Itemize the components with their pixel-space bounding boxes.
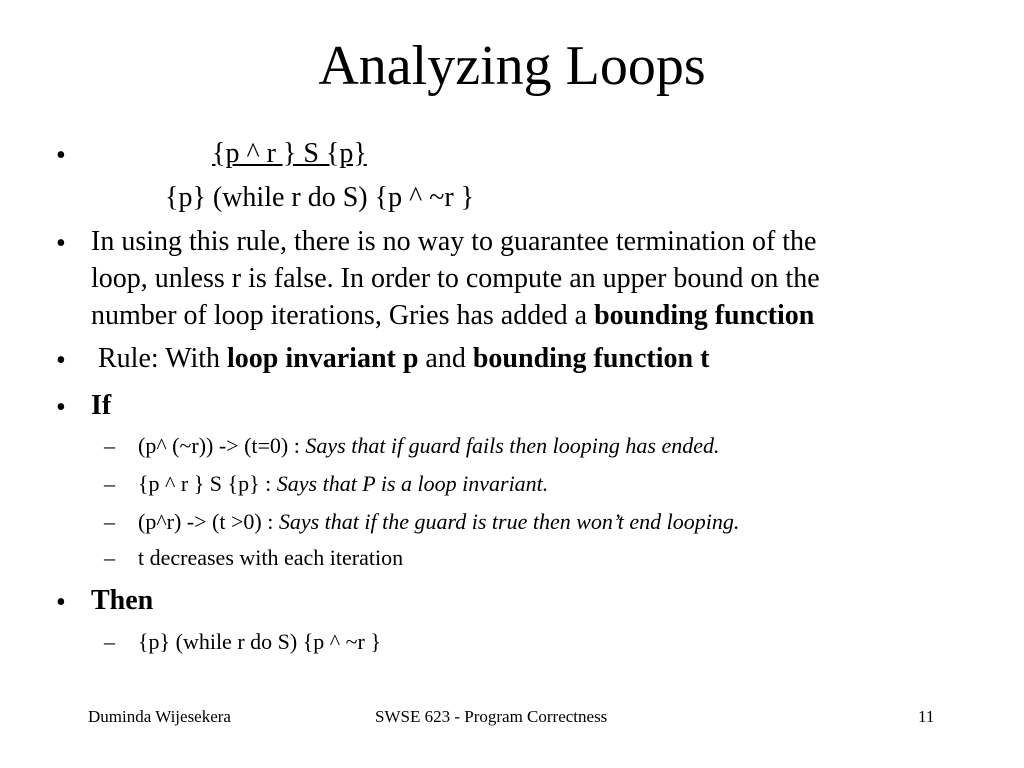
if-item-2 xyxy=(138,470,548,498)
slide-title: Analyzing Loops xyxy=(318,35,706,97)
paragraph-line-2: loop, unless r is false. In order to compute an upper bound on the xyxy=(91,263,820,294)
bullet-marker: • xyxy=(56,392,66,423)
rule-conclusion: {p} (while r do S) {p ^ ~r } xyxy=(165,182,475,213)
rule-line-mid: and xyxy=(418,343,473,374)
then-label: Then xyxy=(91,585,154,616)
bounding-function-t-term: bounding function t xyxy=(472,343,710,374)
dash-marker: – xyxy=(104,433,115,458)
rule-line-prefix: Rule: With xyxy=(91,343,228,374)
dash-marker: – xyxy=(104,545,115,570)
if-item-2-explanation: Says that P is a loop invariant. xyxy=(276,471,549,496)
footer-author: Duminda Wijesekera xyxy=(88,707,231,726)
bullet-marker: • xyxy=(56,587,66,618)
if-item-3-formula: (p^r) -> (t >0) : xyxy=(138,509,279,534)
then-item: {p} (while r do S) {p ^ ~r } xyxy=(138,629,381,654)
dash-marker: – xyxy=(104,471,115,496)
rule-premise: {p ^ r } S {p} xyxy=(212,138,367,169)
if-item-3-explanation: Says that if the guard is true then won’t end looping. xyxy=(278,509,740,534)
footer-page-number: 11 xyxy=(918,707,935,726)
bullet-marker: • xyxy=(56,140,66,171)
loop-invariant-term: loop invariant p xyxy=(227,343,419,374)
if-label: If xyxy=(91,390,112,421)
if-item-1-formula: (p^ (~r)) -> (t=0) : xyxy=(138,433,306,458)
if-item-1 xyxy=(138,432,720,460)
dash-marker: – xyxy=(104,509,115,534)
paragraph-line-1: In using this rule, there is no way to guarantee termination of the xyxy=(91,226,817,257)
bounding-function-term: bounding function xyxy=(594,300,815,331)
paragraph-line-3 xyxy=(91,298,814,334)
if-item-2-formula: {p ^ r } S {p} : xyxy=(138,471,277,496)
rule-line xyxy=(91,341,709,377)
if-item-1-explanation: Says that if guard fails then looping has ended. xyxy=(305,433,720,458)
dash-marker: – xyxy=(104,629,115,654)
bullet-marker: • xyxy=(56,345,66,376)
if-item-4: t decreases with each iteration xyxy=(138,545,404,570)
paragraph-line-3-text: number of loop iterations, Gries has added a xyxy=(91,300,595,331)
if-item-3 xyxy=(138,508,739,536)
footer-course: SWSE 623 - Program Correctness xyxy=(375,707,608,726)
bullet-marker: • xyxy=(56,228,66,259)
